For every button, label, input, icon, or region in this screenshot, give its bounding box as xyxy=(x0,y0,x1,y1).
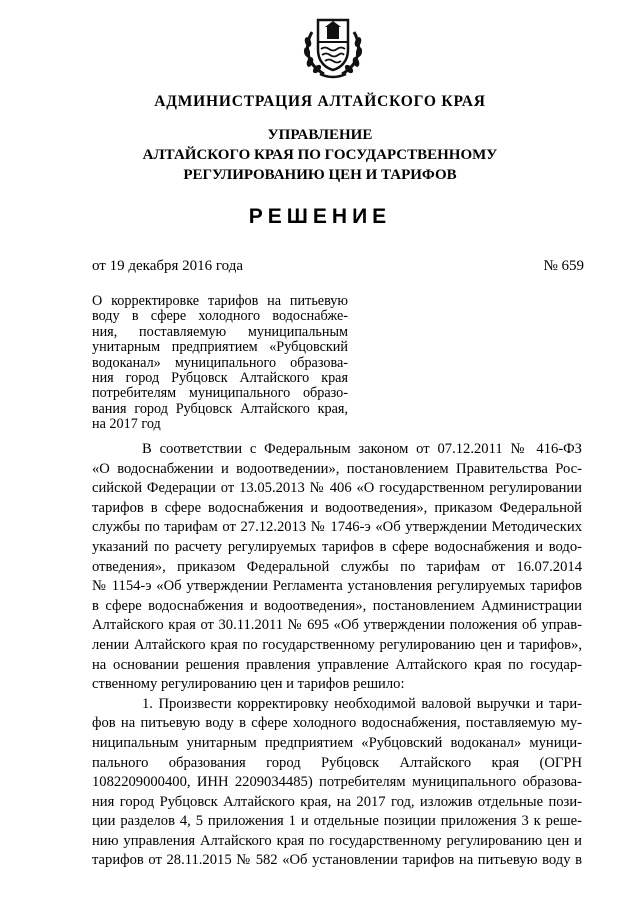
body-line: службы по тарифам от 27.12.2013 № 1746-э «Об утверждении Методических xyxy=(92,519,582,536)
body-line: Алтайского края от 30.11.2011 № 695 «Об утверждении положения об управ- xyxy=(92,617,582,634)
body-line: отведения», приказом Федеральной службы по тарифам от 16.07.2014 xyxy=(92,558,582,575)
body-line: «О водоснабжении и водоотведении», постановлением Правительства Рос- xyxy=(92,460,582,477)
department-line: РЕГУЛИРОВАНИЮ ЦЕН И ТАРИФОВ xyxy=(183,167,457,183)
document-body xyxy=(92,440,582,871)
body-line: тарифов от 28.11.2015 № 582 «Об установлении тарифов на питьевую воду в xyxy=(92,852,582,869)
body-line: ственному регулированию цен и тарифов решило: xyxy=(92,676,405,693)
body-line: нию управления Алтайского края по государственному регулированию цен и xyxy=(92,832,582,849)
body-line: ции разделов 4, 5 приложения 1 и отдельные позиции приложения 3 к реше- xyxy=(92,813,582,830)
document-date: от 19 декабря 2016 года xyxy=(92,258,244,274)
subject-line: ния город Рубцовск Алтайского края xyxy=(92,370,348,387)
subject-line: потребителям муниципального образо- xyxy=(92,385,348,402)
coat-of-arms-icon xyxy=(298,12,368,82)
department-title xyxy=(0,125,640,185)
department-line: УПРАВЛЕНИЕ xyxy=(267,127,373,143)
administration-title: АДМИНИСТРАЦИЯ АЛТАЙСКОГО КРАЯ xyxy=(154,93,486,110)
body-line: на основании решения правления управление Алтайского края по государ- xyxy=(92,656,582,673)
body-line: лении Алтайского края по государственному регулированию цен и тарифов», xyxy=(92,636,582,653)
body-line: пального образования город Рубцовск Алтайского края (ОГРН xyxy=(92,754,582,771)
body-line: ниципальным унитарным предприятием «Рубцовский водоканал» муници- xyxy=(92,734,582,751)
document-type-title: РЕШЕНИЕ xyxy=(248,205,392,228)
body-line: тарифов в сфере водоснабжения и водоотведения», приказом Федеральной xyxy=(92,499,582,516)
document-number: № 659 xyxy=(543,258,584,274)
body-line: сийской Федерации от 13.05.2013 № 406 «О государственном регулировании xyxy=(92,480,582,497)
body-line: фов на питьевую воду в сфере холодного водоснабжения, поставляемую му- xyxy=(92,715,582,732)
body-line: № 1154-э «Об утверждении Регламента установления регулируемых тарифов xyxy=(92,578,582,595)
subject-line: вания город Рубцовск Алтайского края, xyxy=(92,400,348,417)
document-subject xyxy=(92,294,348,433)
subject-line: воду в сфере холодного водоснабже- xyxy=(92,308,348,325)
body-line: В соответствии с Федеральным законом от 07.12.2011 № 416-ФЗ xyxy=(142,441,582,457)
subject-line: водоканал» муниципального образова- xyxy=(92,354,348,371)
body-line: указаний по расчету регулируемых тарифов в сфере водоснабжения и водо- xyxy=(92,538,582,555)
subject-line: О корректировке тарифов на питьевую xyxy=(92,293,348,309)
body-line: 1082209000400, ИНН 2209034485) потребителям муниципального образова- xyxy=(92,774,582,791)
body-line: в сфере водоснабжения и водоотведения», постановлением Администрации xyxy=(92,597,582,614)
body-line: ния город Рубцовск Алтайского края, на 2017 год, изложив отдельные пози- xyxy=(92,793,582,810)
subject-line: на 2017 год xyxy=(92,416,161,433)
subject-line: унитарным предприятием «Рубцовский xyxy=(92,339,348,356)
department-line: АЛТАЙСКОГО КРАЯ ПО ГОСУДАРСТВЕННОМУ xyxy=(142,147,498,163)
body-line: 1. Произвести корректировку необходимой валовой выручки и тари- xyxy=(142,695,582,712)
subject-line: ния, поставляемую муниципальным xyxy=(92,323,348,340)
